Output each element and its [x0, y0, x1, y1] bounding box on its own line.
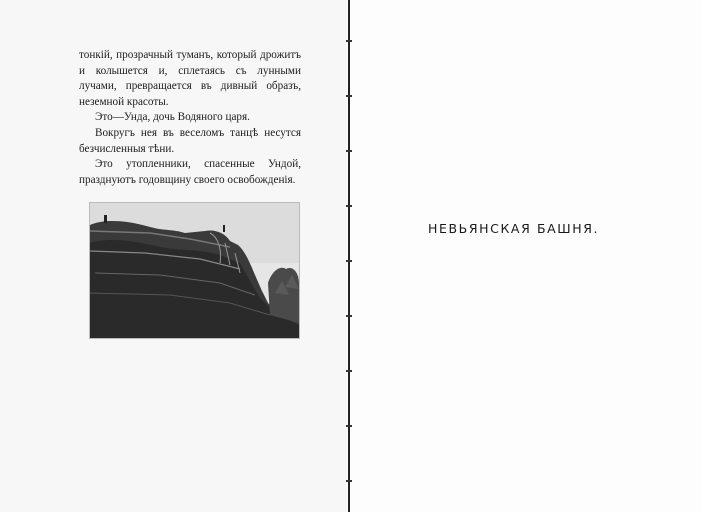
chapter-heading: НЕВЬЯНСКАЯ БАШНЯ. — [428, 221, 600, 236]
paragraph-2: Это—Унда, дочь Водяного царя. — [95, 111, 250, 124]
paragraph-3: Вокругъ нея въ веселомъ танцѣ несутся безчисленныя тѣни. — [79, 126, 301, 155]
paragraph-1: тонкій, прозрачный туманъ, который дрожитъ и колышется и, сплетаясь съ лунными лучами, превращается въ дивный образъ, неземной красоты. — [79, 49, 301, 108]
left-page — [0, 0, 347, 512]
paragraph-4: Это утопленники, спасенные Ундой, празднуютъ годовщину своего освобожденія. — [79, 158, 301, 186]
rock-outcrop-photo — [89, 202, 300, 339]
body-text — [79, 48, 301, 188]
right-page — [352, 0, 701, 512]
rock-photo-icon — [90, 203, 299, 338]
